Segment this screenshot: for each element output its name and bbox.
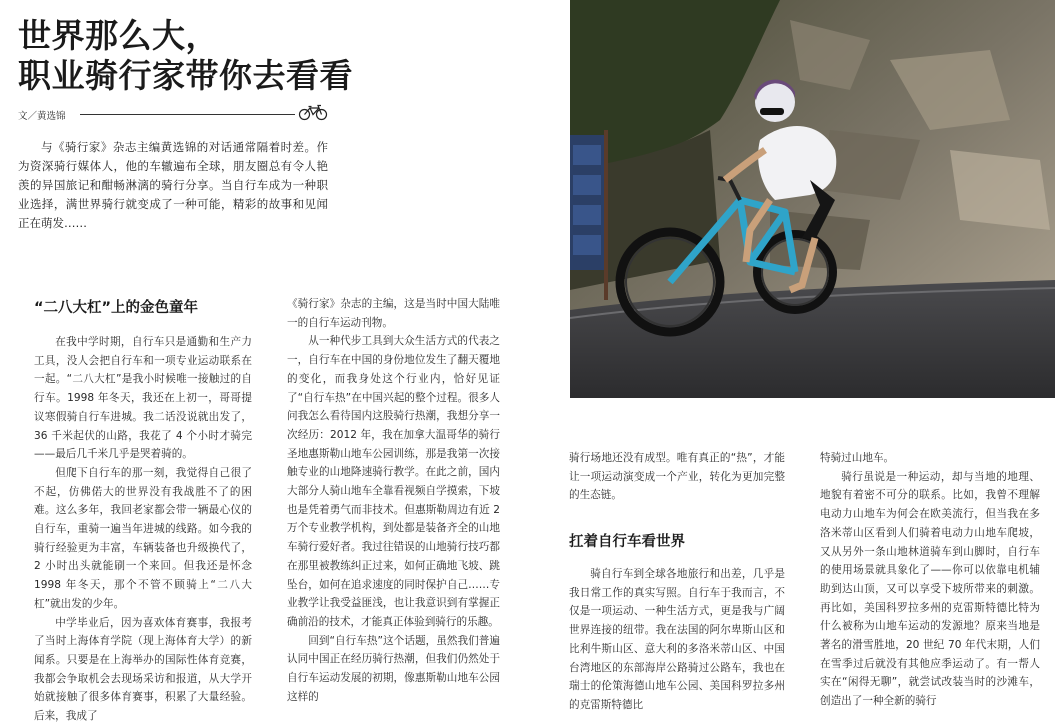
paragraph: 从一种代步工具到大众生活方式的代表之一，自行车在中国的身份地位发生了翻天覆地的变化，而我身处这个行业内，恰好见证了“自行车热”在中国兴起的整个过程。很多人问我怎么看待国内这股骑行热潮，我想分享一次经历：2012 年，我在加拿大温哥华的骑行圣地惠斯勒山地车公园训练，那是我第一次接触专业的山地降速骑行教学。在此之前，国内大部分人骑山地车全靠看视频自学摸索，下坡也是凭着勇气而非技术。但惠斯勒周边有近 2 万个专业教学机构，到处都是装备齐全的山地车骑行爱好者。我过往错误的山地骑行技巧都在那里被教练纠正过来，如何正确地飞坡、跳坠台，如何在追求速度的同时保护自己……专业教学让我受益匪浅，也让我意识到有掌握正确前沿的技术，才能真正体验到骑行的乐趣。 — [287, 335, 500, 628]
cyclist-photo — [570, 0, 1055, 398]
section-heading-childhood: “二八大杠”上的金色童年 — [34, 300, 199, 316]
paragraph: 中学毕业后，因为喜欢体育赛事，我报考了当时上海体育学院（现上海体育大学）的新闻系。只要是在上海举办的国际性体育竞赛，我都会争取机会去现场采访和报道，从大学开始就接触了很多体育赛事，积累了大量经验。后来，我成了 — [34, 616, 252, 723]
title-line-2: 职业骑行家带你去看看 — [18, 56, 353, 95]
column-3-continued — [569, 565, 785, 715]
paragraph: 特骑过山地车。 — [820, 452, 895, 464]
intro-paragraph — [18, 138, 328, 233]
title-line-1: 世界那么大， — [18, 16, 219, 55]
paragraph: 骑行场地还没有成型。唯有真正的“热”，才能让一项运动演变成一个产业，转化为更加完整的生态链。 — [569, 452, 785, 502]
column-2 — [287, 295, 500, 706]
intro-text: 与《骑行家》杂志主编黄选锦的对话通常隔着时差。作为资深骑行媒体人，他的车辙遍布全球，朋友圈总有令人艳羡的异国旅记和酣畅淋漓的骑行分享。当自行车成为一种职业选择，满世界骑行就变成了一种可能，精彩的故事和见闻正在萌发…… — [18, 140, 328, 230]
paragraph: 《骑行家》杂志的主编，这是当时中国大陆唯一的自行车运动刊物。 — [287, 298, 500, 329]
paragraph: 回到“自行车热”这个话题，虽然我们普遍认同中国正在经历骑行热潮，但我们仍然处于自行车运动发展的初期，像惠斯勒山地车公园这样的 — [287, 634, 500, 703]
section-heading-world: 扛着自行车看世界 — [569, 534, 685, 550]
bicycle-icon — [298, 104, 328, 121]
paragraph: 骑行虽说是一种运动，却与当地的地理、地貌有着密不可分的联系。比如，我曾不理解电动力山地车为何会在欧美流行，但当我在多洛米蒂山区看到人们骑着电动力山地车爬坡，又从另外一条山地林道骑车到山脚时，自行车的使用场景就具象化了——你可以依靠电机辅助到达山顶，又可以享受下坡所带来的刺激。再比如，美国科罗拉多州的克雷斯特德比特为什么被称为山地车运动的发源地？原来当地是著名的滑雪胜地，20 世纪 70 年代末期，人们在雪季过后就没有其他应季运动了。有一帮人实在“闲得无聊”，就尝试改装当时的沙滩车，创造出了一种全新的骑行 — [820, 470, 1040, 708]
paragraph: 骑自行车到全球各地旅行和出差，几乎是我日常工作的真实写照。自行车于我而言，不仅是一项运动、一种生活方式，更是我与广阔世界连接的纽带。我在法国的阿尔卑斯山区和比利牛斯山区、意大利的多洛米蒂山区、中国台湾地区的东部海岸公路骑过公路车，我也在瑞士的伦策海德山地车公园、美国科罗拉多州的克雷斯特德比 — [569, 568, 785, 711]
article-title — [18, 16, 558, 96]
byline-divider — [80, 114, 295, 115]
paragraph: 在我中学时期，自行车只是通勤和生产力工具，没人会把自行车和一项专业运动联系在一起。“二八大杠”是我小时候唯一接触过的自行车。1998 年冬天，我还在上初一，哥哥提议寒假骑自行车进城。我二话没说就出发了，36 千米起伏的山路，我花了 4 个小时才骑完——最后几千米几乎是哭着骑的。 — [34, 336, 252, 461]
column-3 — [569, 449, 785, 505]
column-1 — [34, 333, 252, 726]
column-4 — [820, 449, 1040, 711]
paragraph: 但爬下自行车的那一刻，我觉得自己很了不起，仿佛偌大的世界没有我战胜不了的困难。这么多年，我回老家都会带一辆最心仪的自行车，重骑一遍当年进城的线路。如今我的骑行经验更为丰富，车辆装备也升级换代了，2 小时出头就能刷一个来回。但我还是怀念 1998 年冬天，那个不管不顾骑上“二八大杠”就出发的少年。 — [34, 466, 252, 610]
byline: 文／黄选锦 — [18, 111, 66, 122]
